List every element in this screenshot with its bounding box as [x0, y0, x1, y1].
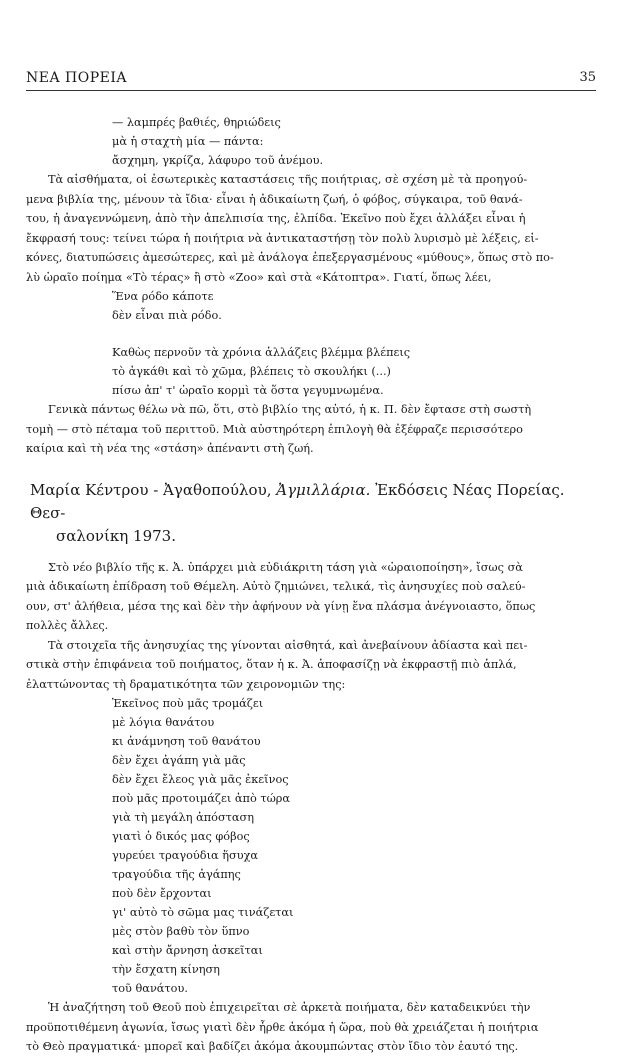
review-heading: [26, 479, 596, 548]
text-line: Στὸ νέο βιβλίο τῆς κ. Ἀ. ὑπάρχει μιὰ εὐδιάκριτη τάση γιὰ «ὡραιοποίηση», ἴσως σὰ: [48, 560, 523, 574]
review-book-title: Ἀγμιλλάρια.: [276, 480, 371, 499]
review-author: Μαρία Κέντρου - Ἀγαθοπούλου,: [30, 480, 277, 499]
verse-line: ποὺ δὲν ἔρχονται: [112, 887, 212, 900]
verse-line: καὶ στὴν ἄρνηση ἀσκεῖται: [112, 944, 263, 957]
verse-line: γιὰ τὴ μεγάλη ἀπόσταση: [112, 811, 255, 824]
verse-line: κι ἀνάμνηση τοῦ θανάτου: [112, 735, 261, 748]
verse-line: τὴν ἔσχατη κίνηση: [112, 963, 220, 976]
page: [26, 66, 596, 1057]
review-publisher: Ἐκδόσεις Νέας Πορείας. Θεσ-: [30, 480, 565, 522]
verse-line: γυρεύει τραγούδια ἥσυχα: [112, 849, 259, 862]
verse-line: μὲς στὸν βαθὺ τὸν ὕπνο: [112, 925, 250, 938]
running-header: [26, 66, 596, 91]
text-line: καίρια καὶ τὴ νέα της «στάση» ἀπέναντι στὴ ζωή.: [26, 442, 314, 455]
text-line: Τὰ αἰσθήματα, οἱ ἐσωτερικὲς καταστάσεις τῆς ποιήτριας, σὲ σχέση μὲ τὰ προηγού-: [48, 173, 528, 186]
verse-line: πίσω ἀπ' τ' ὡραῖο κορμὶ τὰ ὅστα γεγυμνωμένα.: [112, 384, 384, 397]
paragraph-3: [26, 558, 596, 636]
verse-line: Ἕνα ρόδο κάποτε: [112, 290, 214, 303]
text-line: ουν, στ' ἀλήθεια, μέσα της καὶ δὲν τὴν ἀφήνουν νὰ γίνῃ ἕνα πλάσμα ἀνέγνοιαστο, ὅπως: [26, 599, 536, 613]
verse-line: τραγούδια τῆς ἀγάπης: [112, 868, 241, 881]
verse-line: δὲν ἔχει ἔλεος γιὰ μᾶς ἐκεῖνος: [112, 773, 289, 786]
text-line: Ἡ ἀναζήτηση τοῦ Θεοῦ ποὺ ἐπιχειρεῖται σὲ ἀρκετὰ ποιήματα, δὲν καταδεικνύει τὴν: [48, 1001, 531, 1014]
paragraph-4: [26, 636, 596, 695]
verse-line: δὲν εἶναι πιὰ ρόδο.: [112, 309, 222, 322]
text-line: κόνες, διατυπώσεις ἀμεσώτερες, καὶ μὲ ἀνάλογα ἐπεξεργασμένους «μύθους», ὅπως στὸ πο-: [26, 251, 554, 264]
text-line: πολλὲς ἄλλες.: [26, 619, 109, 632]
verse-rose: [112, 287, 596, 325]
paragraph-5: [26, 998, 596, 1057]
text-line: στικὰ στὴν ἐπιφάνεια τοῦ ποιήματος, ὅταν ἡ κ. Ἀ. ἀποφασίζῃ νὰ ἐκφραστῇ πιὸ ἁπλά,: [26, 658, 517, 671]
verse-line: γι' αὐτὸ τὸ σῶμα μας τινάζεται: [112, 906, 294, 919]
verse-line: τοῦ θανάτου.: [112, 982, 188, 995]
verse-line: Καθὼς περνοῦν τὰ χρόνια ἀλλάζεις βλέμμα βλέπεις: [112, 346, 411, 359]
verse-line: τὸ ἀγκάθι καὶ τὸ χῶμα, βλέπεις τὸ σκουλήκι (...): [112, 365, 391, 378]
journal-title: ΝΕΑ ΠΟΡΕΙΑ: [26, 70, 127, 86]
paragraph-1: [26, 170, 596, 287]
text-line: μιὰ ἀδικαίωτη ἐπίδραση τοῦ Θέμελη. Αὐτὸ ζημιώνει, τελικά, τὶς ἀνησυχίες ποὺ σαλεύ-: [26, 580, 526, 593]
text-line: μενα βιβλία της, μένουν τὰ ἴδια· εἶναι ἡ ἀδικαίωτη ζωή, ὁ φόβος, σύγκαιρα, τοῦ θανά-: [26, 192, 523, 206]
text-line: προϋποτιθέμενη ἀγωνία, ἴσως γιατὶ δὲν ἦρθε ἀκόμα ἡ ὥρα, ποὺ θὰ χρειάζεται ἡ ποιήτρια: [26, 1020, 539, 1034]
text-line: του, ἡ ἀναγεννώμενη, ἀπὸ τὴν ἀπελπισία της, ἐλπίδα. Ἐκεῖνο ποὺ ἔχει ἀλλάξει εἶναι ἡ: [26, 212, 526, 225]
verse-line: γιατὶ ὁ δικός μας φόβος: [112, 830, 250, 843]
text-line: ἐλαττώνοντας τὴ δραματικότητα τῶν χειρονομιῶν της:: [26, 677, 346, 691]
text-line: τομὴ — στὸ πέταμα τοῦ περιττοῦ. Μιὰ αὐστηρότερη ἐπιλογὴ θὰ ἐξέφραζε περισσότερο: [26, 422, 523, 436]
text-line: ἔκφρασή τους: τείνει τώρα ἡ ποιήτρια νὰ ἀντικαταστήσῃ τὸν πολὺ λυρισμὸ μὲ λέξεις, εἰ-: [26, 231, 539, 245]
page-number: 35: [579, 70, 596, 85]
text-line: τὸ Θεὸ πραγματικά· μπορεῖ καὶ βαδίζει ἀκόμα ἀκουμπώντας στὸν ἴδιο τὸν ἑαυτό της.: [26, 1040, 519, 1053]
verse-line: ἄσχημη, γκρίζα, λάφυρο τοῦ ἀνέμου.: [112, 154, 324, 167]
verse-line: — λαμπρές βαθιές, θηριώδεις: [112, 116, 281, 129]
text-line: Τὰ στοιχεῖα τῆς ἀνησυχίας της γίνονται αἰσθητά, καὶ ἀνεβαίνουν ἀδίαστα καὶ πει-: [48, 638, 528, 652]
verse-line: μὲ λόγια θανάτου: [112, 716, 215, 729]
verse-long: [112, 694, 596, 998]
verse-line: μὰ ἡ σταχτὴ μία — πάντα:: [112, 135, 264, 148]
verse-line: Ἐκεῖνος ποὺ μᾶς τρομάζει: [112, 697, 264, 710]
verse-top: [112, 113, 596, 170]
text-line: Γενικὰ πάντως θέλω νὰ πῶ, ὅτι, στὸ βιβλίο της αὐτό, ἡ κ. Π. δὲν ἔφτασε στὴ σωστὴ: [48, 403, 532, 416]
verse-line: ποὺ μᾶς προτοιμάζει ἀπὸ τώρα: [112, 792, 291, 805]
review-publisher-cont: σαλονίκη 1973.: [56, 526, 176, 545]
verse-mid: [112, 343, 596, 400]
verse-line: δὲν ἔχει ἀγάπη γιὰ μᾶς: [112, 754, 246, 767]
text-line: λὺ ὡραῖο ποίημα «Τὸ τέρας» ἢ στὸ «Ζοο» καὶ στὰ «Κάτοπτρα». Γιατί, ὅπως λέει,: [26, 270, 492, 284]
paragraph-2: [26, 400, 596, 459]
